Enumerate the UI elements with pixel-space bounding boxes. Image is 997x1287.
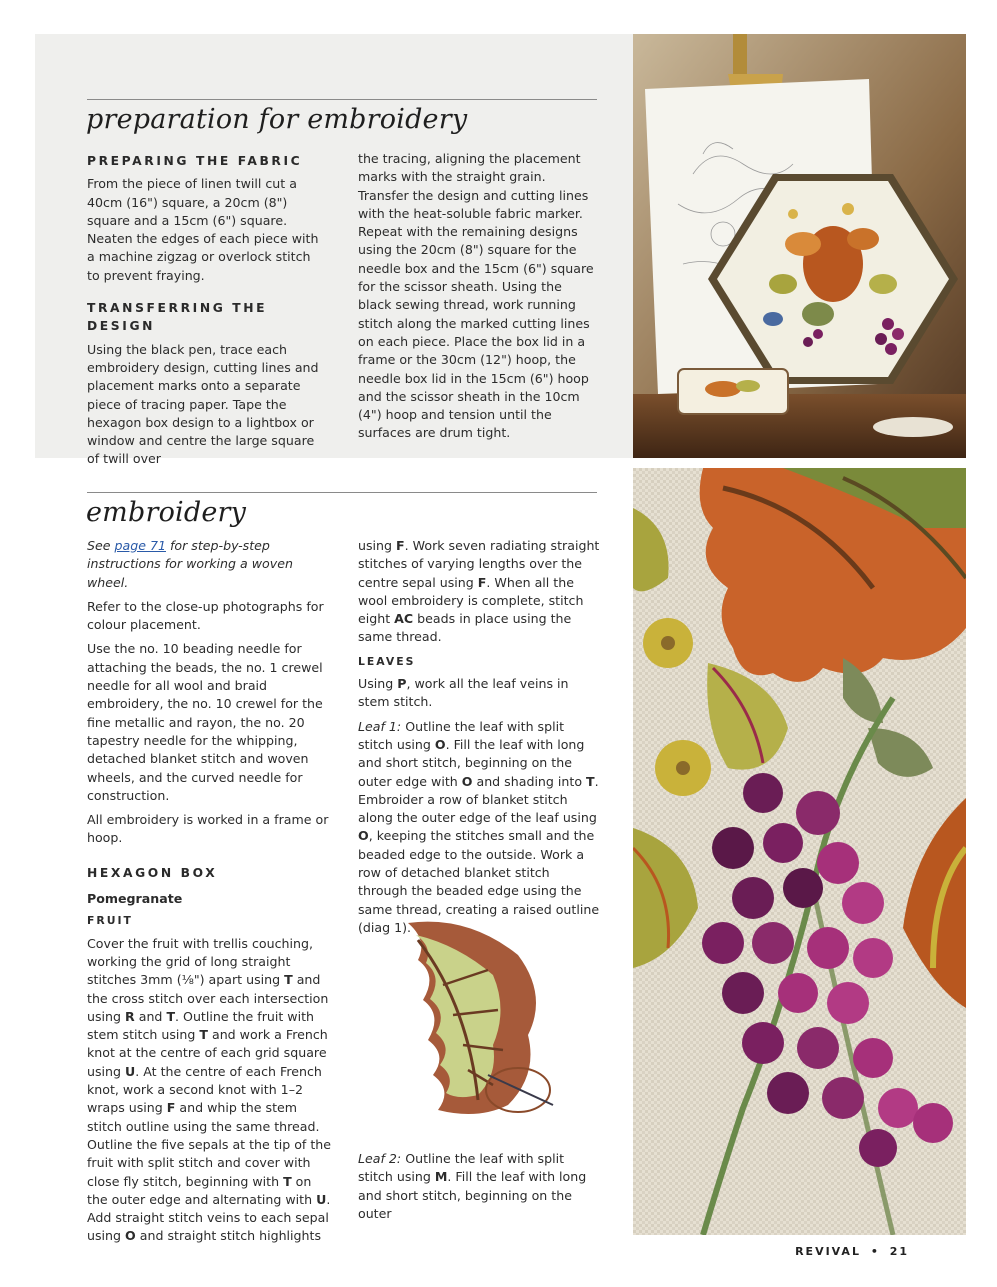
minihead-leaves: LEAVES xyxy=(358,654,416,668)
leaf-diagram xyxy=(398,915,563,1125)
embroidery-column-1 xyxy=(87,537,332,1252)
see-text-end: for step-by-step instructions for working a woven wheel. xyxy=(87,538,293,590)
embroidery-closeup-photo xyxy=(633,468,966,1235)
page-71-link[interactable]: page 71 xyxy=(114,538,166,553)
fruit-paragraph: Cover the fruit with trellis couching, working the grid of long straight stitches 3mm (⅛") apart using T and the cross stitch over each intersection using R and T. Outline the fruit with stem stitch using T and work a French knot at the centre of each grid square using U. At the centre of each French knot, work a second knot with 1–2 wraps using F and whip the stem stitch outline using the same thread. Outline the five sepals at the tip of the fruit with split stitch and cover with close fly stitch, beginning with T on the outer edge and alternating with U. Add straight stitch veins to each sepal using O and straight stitch highlights xyxy=(87,935,332,1244)
see-text: See xyxy=(87,538,115,553)
refer-paragraph: Refer to the close-up photographs for colour placement. xyxy=(87,598,324,633)
preparation-column-2 xyxy=(358,150,598,449)
page-number: 21 xyxy=(889,1245,909,1258)
heading-transferring-design: TRANSFERRING THE DESIGN xyxy=(87,301,268,334)
embroidery-rule xyxy=(87,492,597,493)
hexagon-box-photo xyxy=(633,34,966,458)
preparation-column-1 xyxy=(87,140,327,475)
heading-preparing-fabric: PREPARING THE FABRIC xyxy=(87,154,303,168)
magazine-name: REVIVAL xyxy=(795,1245,861,1258)
needles-paragraph: Use the no. 10 beading needle for attaching the beads, the no. 1 crewel needle for all wool and braid embroidery, the no. 10 crewel for the fine metallic and rayon, the no. 20 tapestry needle for the whipping, detached blanket stitch and woven wheels, and the curved needle for construction. xyxy=(87,641,323,803)
leaves-paragraph: Using P, work all the leaf veins in stem stitch. xyxy=(358,676,569,710)
embroidery-column-2 xyxy=(358,537,600,943)
footer-separator: • xyxy=(870,1245,880,1258)
page-footer xyxy=(795,1245,909,1258)
minihead-fruit: FRUIT xyxy=(87,914,133,928)
fabric-paragraph: From the piece of linen twill cut a 40cm (16") square, a 20cm (8") square and a 15cm (6") square. Neaten the edges of each piece with a machine zigzag or overlock stitch to prevent fraying. xyxy=(87,176,319,283)
subheading-pomegranate: Pomegranate xyxy=(87,891,183,907)
sepal-paragraph: using F. Work seven radiating straight stitches of varying lengths over the centre sepal using F. When all the wool embroidery is complete, stitch eight AC beads in place using the same thread. xyxy=(358,538,600,645)
heading-hexagon-box: HEXAGON BOX xyxy=(87,865,218,880)
leaf-2-column xyxy=(358,1150,600,1229)
transfer-continued-paragraph: the tracing, aligning the placement marks with the straight grain. Transfer the design and cutting lines with the heat-soluble fabric marker. Repeat with the remaining designs using the 20cm (8") square for the needle box and the 15cm (6") square for the scissor sheath. Using the black sewing thread, work running stitch along the marked cutting lines on each piece. Place the box lid in a frame or the 30cm (12") hoop, the needle box lid in the 15cm (6") hoop and the scissor sheath in the 10cm (4") hoop and tension until the surfaces are drum tight. xyxy=(358,151,594,441)
see-page-note xyxy=(87,537,332,592)
preparation-rule xyxy=(87,99,597,100)
preparation-title: preparation for embroidery xyxy=(86,104,468,135)
design-paragraph: Using the black pen, trace each embroidery design, cutting lines and placement marks onto a separate piece of tracing paper. Tape the hexagon box design to a lightbox or window and centre the large square of twill over xyxy=(87,341,319,467)
leaf-2-paragraph: Leaf 2: Outline the leaf with split stitch using M. Fill the leaf with long and short stitch, beginning on the outer xyxy=(358,1151,587,1221)
embroidery-title: embroidery xyxy=(86,497,247,528)
leaf-1-paragraph: Leaf 1: Outline the leaf with split stitch using O. Fill the leaf with long and short stitch, beginning on the outer edge with O and shading into T. Embroider a row of blanket stitch along the outer edge of the leaf using O, keeping the stitches small and the beaded edge to the outside. Work a row of detached blanket stitch through the beaded edge using the same thread, creating a raised outline (diag 1). xyxy=(358,718,600,935)
frame-paragraph: All embroidery is worked in a frame or hoop. xyxy=(87,812,329,846)
